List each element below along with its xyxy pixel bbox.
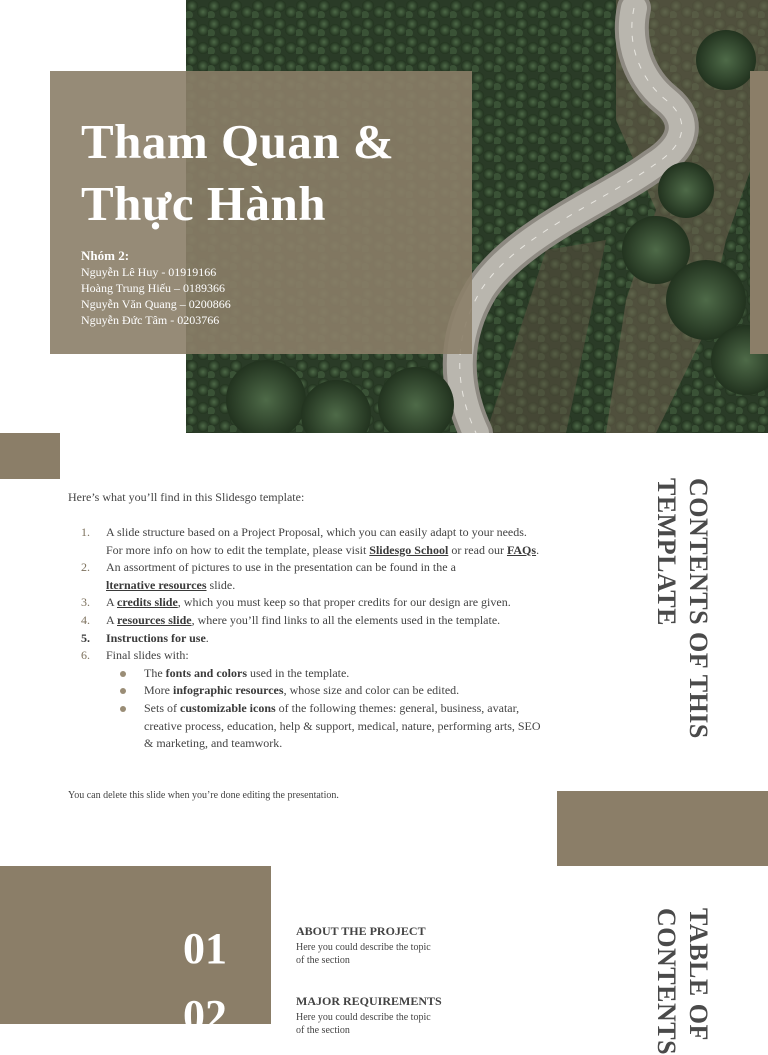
list-text: A [106,595,118,610]
toc-number: 01 [183,924,227,973]
member-item: Nguyễn Đức Tâm - 0203766 [81,313,220,327]
toc-desc-line: Here you could describe the topic [296,942,431,953]
toc-number-panel [0,866,271,1040]
list-text: slide. [206,577,236,592]
cover-title [81,111,394,235]
toc-slide [0,866,768,1055]
list-text: used in the template. [247,665,350,680]
cover-title-line1: Tham Quan & [81,114,395,169]
member-list [81,264,231,328]
list-item [68,594,543,612]
member-item: Nguyễn Lê Huy - 01919166 [81,265,217,279]
contents-list [68,524,543,753]
faqs-link[interactable]: FAQs [506,542,537,557]
list-text: , where you’ll find links to all the elements used in the template. [191,612,501,627]
toc-item-desc [296,941,456,967]
toc-item-title: ABOUT THE PROJECT [296,924,426,938]
bullet-icon [120,688,126,694]
toc-item-desc [296,1011,456,1037]
list-item [68,559,543,594]
member-item: Nguyễn Văn Quang – 0200866 [81,297,231,311]
list-text: , which you must keep so that proper credits for our design are given. [177,595,511,610]
list-text: Sets of [144,700,180,715]
list-number: 1. [81,525,90,539]
list-item [68,524,543,559]
list-number: 4. [81,612,90,627]
toc-desc-line: of the section [296,955,350,966]
contents-slide [0,433,768,866]
toc-desc-line: Here you could describe the topic [296,1012,431,1023]
list-number: 2. [81,560,90,575]
contents-intro: Here’s what you’ll find in this Slidesgo template: [68,490,305,504]
list-number: 6. [81,648,90,663]
list-text: Final slides with: [106,648,189,663]
alternative-resources-link[interactable]: lternative resources [106,577,207,592]
credits-slide-link[interactable]: credits slide [117,595,178,610]
sub-list-item [106,700,543,753]
list-text-bold: infographic resources [173,683,284,698]
list-item [68,612,543,630]
list-text: The [144,665,166,680]
bullet-icon [120,706,126,712]
list-number: 3. [81,595,90,610]
group-label: Nhóm 2: [81,248,130,263]
list-text: More [144,683,173,698]
cover-slide [0,0,768,433]
list-text: . [205,630,209,645]
list-text: . [536,542,540,557]
resources-slide-link[interactable]: resources slide [117,612,192,627]
list-text: A slide structure based on a Project Proposal, which you can easily adapt to your needs. For more info on how to edit the template, please visit [106,525,527,557]
list-item [68,647,543,753]
list-number: 5. [81,630,90,645]
list-text: An assortment of pictures to use in the presentation can be found in the a [106,560,456,575]
bullet-icon [120,671,126,677]
cover-title-line2: Thực Hành [81,176,326,231]
title-box [50,71,472,354]
contents-title-line1: CONTENTS OF THIS [684,478,713,739]
accent-bar [750,71,768,354]
contents-title [650,478,714,739]
contents-title-line2: TEMPLATE [652,478,681,626]
accent-block-top-left [0,433,60,479]
member-item: Hoàng Trung Hiếu – 0189366 [81,281,226,295]
toc-number: 02 [183,991,227,1040]
list-text-bold: fonts and colors [165,665,247,680]
toc-title [650,908,714,1055]
list-text-bold: Instructions for use [106,630,206,645]
list-text: A [106,612,118,627]
toc-item-title: MAJOR REQUIREMENTS [296,994,442,1008]
contents-outro: You can delete this slide when you’re done editing the presentation. [68,790,339,801]
list-text: of the following themes: general, business, avatar, creative process, education, help & support, medical, nature, performing arts, SEO & marketing, and teamwork. [144,700,541,751]
sub-list-item [106,665,543,683]
accent-block-bottom-right [557,791,768,866]
list-text-bold: customizable icons [180,700,276,715]
list-text: or read our [448,542,507,557]
list-item [68,630,543,648]
sub-list-item [106,682,543,700]
list-text: , whose size and color can be edited. [283,683,460,698]
slidesgo-school-link[interactable]: Slidesgo School [369,542,449,557]
toc-desc-line: of the section [296,1025,350,1036]
sub-list [106,665,543,753]
toc-title-line2: CONTENTS [652,908,681,1055]
toc-title-line1: TABLE OF [684,908,713,1041]
